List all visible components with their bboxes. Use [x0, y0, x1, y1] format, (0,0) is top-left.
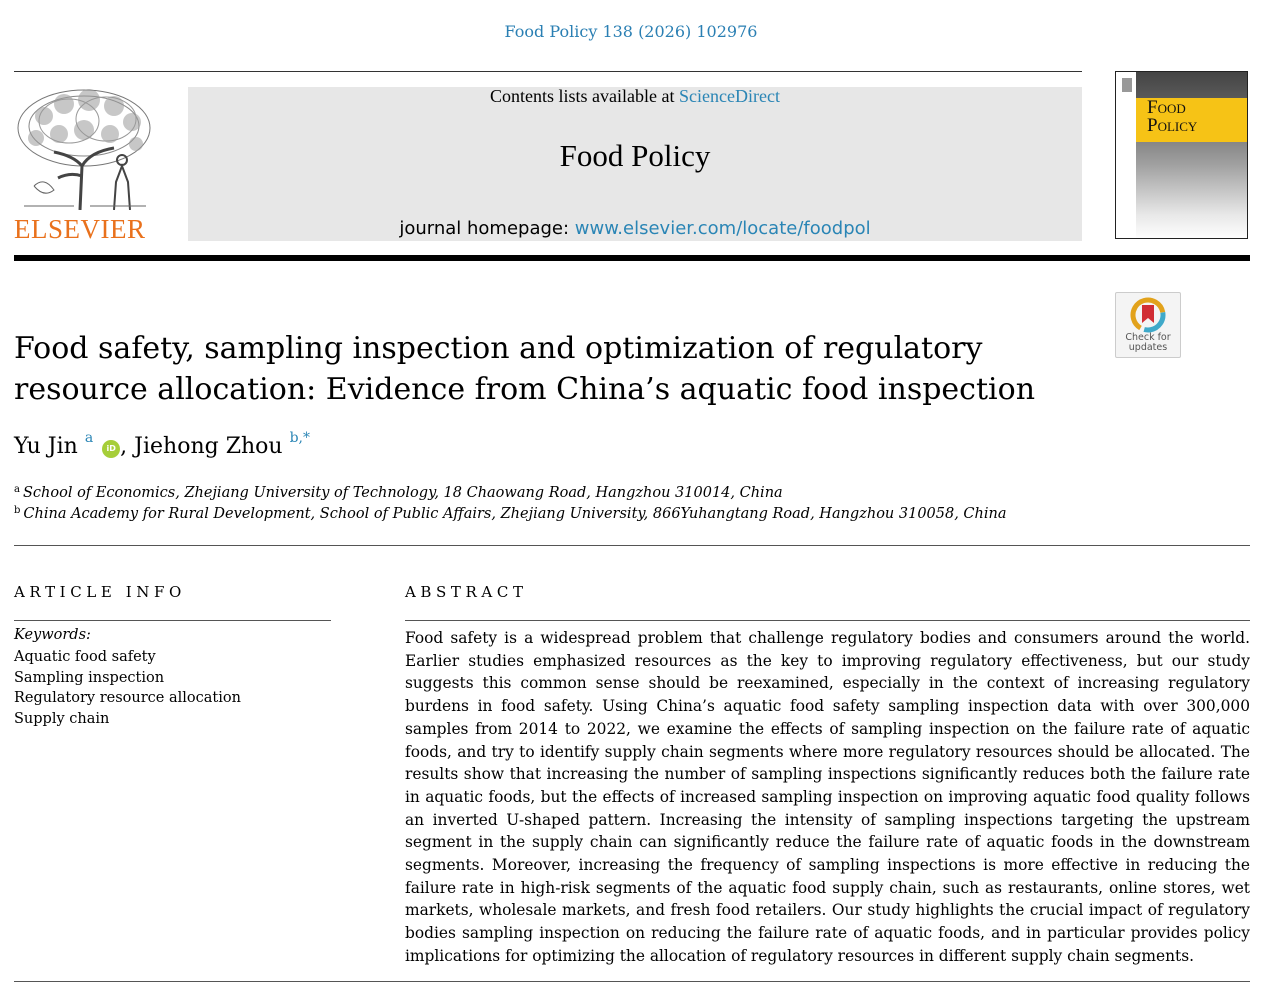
article-title: Food safety, sampling inspection and optimization of regulatory resource allocation: Evidence from China’s aquatic food inspection	[14, 331, 1036, 407]
cover-publisher-mark	[1122, 78, 1132, 92]
article-info-heading: ARTICLE INFO	[14, 583, 186, 601]
affiliation-text: School of Economics, Zhejiang University of Technology, 18 Chaowang Road, Hangzhou 310014, China	[22, 485, 783, 501]
journal-homepage-link[interactable]: www.elsevier.com/locate/foodpol	[574, 218, 871, 239]
keyword-item: Sampling inspection	[14, 669, 165, 686]
journal-citation[interactable]: Food Policy 138 (2026) 102976	[504, 22, 758, 41]
cover-title	[1147, 99, 1197, 135]
elsevier-wordmark: ELSEVIER	[14, 214, 146, 244]
author-name[interactable]: Yu Jin	[14, 434, 78, 459]
crossmark-icon	[1130, 297, 1166, 333]
affiliation-text: China Academy for Rural Development, School of Public Affairs, Zhejiang University, 866Yuhangtang Road, Hangzhou 310058, China	[23, 506, 1007, 522]
abstract-heading: ABSTRACT	[405, 583, 528, 601]
top-rule	[14, 71, 1082, 72]
affiliation-a	[14, 485, 783, 501]
sciencedirect-link[interactable]: ScienceDirect	[679, 86, 780, 106]
header-thick-rule	[14, 255, 1250, 261]
abstract-rule	[405, 620, 1250, 621]
keyword-item: Supply chain	[14, 710, 110, 727]
affiliation-mark: a	[14, 484, 20, 495]
author-name[interactable]: Jiehong Zhou	[134, 434, 283, 459]
abstract-body: Food safety is a widespread problem that challenge regulatory bodies and consumers around the world. Earlier studies emphasized resources as the key to improving regulatory effectiveness, but our study suggests this common sense should be reexamined, especially in the context of increasing regulatory burdens in food safety. Using China’s aquatic food safety sampling inspection data with over 300,000 samples from 2014 to 2022, we examine the effects of sampling inspection on the failure rate of aquatic foods, and try to identify supply chain segments where more regulatory resources should be allocated. The results show that increasing the number of sampling inspections significantly reduces both the failure rate in aquatic foods, but the effects of increased sampling inspection on improving aquatic food quality follows an inverted U-shaped pattern. Increasing the intensity of sampling inspections targeting the upstream segment in the supply chain can significantly reduce the failure rate of aquatic foods in the downstream segments. Moreover, increasing the frequency of sampling inspections is more effective in reducing the failure rate in high-risk segments of the aquatic food supply chain, such as restaurants, online stores, wet markets, wholesale markets, and fresh food retailers. Our study highlights the crucial impact of regulatory bodies sampling inspection on reducing the failure rate of aquatic foods, and in particular provides policy implications for optimizing the allocation of regulatory resources in different supply chain segments.	[405, 629, 1250, 965]
affiliation-mark: b	[14, 505, 21, 516]
check-updates-label	[1116, 333, 1180, 352]
contents-prefix: Contents lists available at	[490, 86, 679, 106]
author-list	[14, 430, 310, 459]
keyword-item: Aquatic food safety	[14, 649, 156, 665]
cover-title-line2: Policy	[1147, 115, 1198, 136]
contents-line	[188, 86, 1082, 107]
journal-cover-thumbnail[interactable]	[1115, 71, 1248, 239]
keyword-item: Regulatory resource allocation	[14, 690, 241, 706]
check-updates-line1: Check for	[1125, 332, 1171, 343]
orcid-icon[interactable]: iD	[102, 440, 120, 458]
article-info-rule	[14, 620, 331, 621]
author-affiliation-mark[interactable]: a	[84, 430, 94, 446]
check-updates-line2: updates	[1128, 341, 1168, 353]
check-for-updates-button[interactable]	[1115, 292, 1181, 358]
elsevier-tree-icon	[14, 86, 156, 210]
keywords-list	[14, 647, 241, 729]
cover-title-line1: Food	[1147, 97, 1186, 118]
homepage-prefix: journal homepage:	[399, 218, 575, 239]
journal-name: Food Policy	[559, 138, 711, 173]
author-affiliation-mark[interactable]: b,*	[289, 430, 310, 446]
homepage-line	[188, 218, 1082, 239]
keywords-label: Keywords:	[14, 627, 91, 643]
section-divider	[14, 545, 1250, 546]
elsevier-logo[interactable]	[14, 86, 156, 242]
bottom-rule	[14, 981, 1250, 982]
author-separator: ,	[120, 434, 135, 459]
affiliation-b	[14, 506, 1007, 522]
